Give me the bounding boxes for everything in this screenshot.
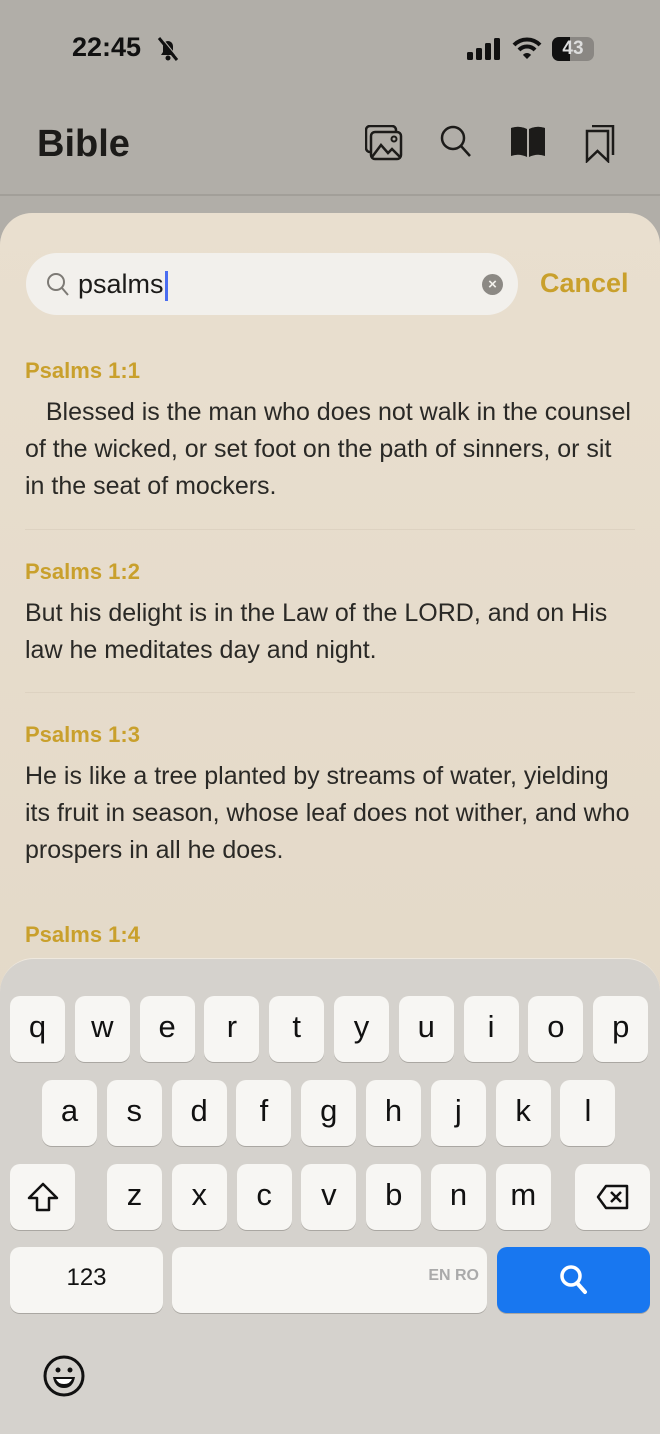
verse-reference: Psalms 1:3 <box>25 722 140 747</box>
key-o[interactable]: o <box>528 996 583 1062</box>
keyboard <box>0 958 660 1434</box>
key-c[interactable]: c <box>237 1164 292 1230</box>
shift-icon <box>27 1182 59 1212</box>
key-t[interactable]: t <box>269 996 324 1062</box>
silent-bell-icon <box>156 36 180 62</box>
signal-icon <box>467 38 501 60</box>
key-a[interactable]: a <box>42 1080 97 1146</box>
search-icon <box>46 272 70 298</box>
verse-text: But his delight is in the Law of the LORD, and on His law he meditates day and night. <box>25 599 608 664</box>
search-input[interactable] <box>26 253 518 315</box>
key-space[interactable] <box>172 1247 487 1313</box>
cancel-button[interactable]: Cancel <box>540 268 629 298</box>
backspace-icon <box>596 1184 630 1210</box>
key-numbers[interactable]: 123 <box>10 1247 163 1313</box>
divider <box>25 692 635 693</box>
verse-reference: Psalms 1:2 <box>25 559 140 584</box>
nav-header <box>0 95 660 196</box>
key-j[interactable]: j <box>431 1080 486 1146</box>
result-item[interactable] <box>25 358 635 505</box>
key-x[interactable]: x <box>172 1164 227 1230</box>
search-icon[interactable] <box>440 125 472 159</box>
key-n[interactable]: n <box>431 1164 486 1230</box>
result-item[interactable] <box>25 722 635 869</box>
search-icon <box>559 1264 589 1296</box>
verse-text: Blessed is the man who does not walk in the counsel of the wicked, or set foot on the path of sinners, or sit in the seat of mockers. <box>25 398 631 500</box>
book-icon[interactable] <box>510 125 546 159</box>
clear-search-button[interactable]: × <box>482 274 503 295</box>
key-p[interactable]: p <box>593 996 648 1062</box>
divider <box>25 529 635 530</box>
key-b[interactable]: b <box>366 1164 421 1230</box>
key-r[interactable]: r <box>204 996 259 1062</box>
key-k[interactable]: k <box>496 1080 551 1146</box>
page-title: Bible <box>37 123 130 165</box>
search-value: psalms <box>78 269 164 299</box>
verse-text: He is like a tree planted by streams of water, yielding its fruit in season, whose leaf does not wither, and who prospers in all he does. <box>25 762 630 864</box>
key-search[interactable] <box>497 1247 650 1313</box>
language-indicator: EN RO <box>428 1267 479 1284</box>
verse-reference: Psalms 1:4 <box>25 922 140 947</box>
text-cursor <box>165 271 168 301</box>
battery-indicator <box>552 37 594 61</box>
key-m[interactable]: m <box>496 1164 551 1230</box>
key-e[interactable]: e <box>140 996 195 1062</box>
key-l[interactable]: l <box>560 1080 615 1146</box>
key-f[interactable]: f <box>236 1080 291 1146</box>
emoji-icon[interactable] <box>43 1355 85 1397</box>
status-bar <box>0 0 660 95</box>
key-q[interactable]: q <box>10 996 65 1062</box>
key-v[interactable]: v <box>301 1164 356 1230</box>
key-backspace[interactable] <box>575 1164 650 1230</box>
battery-level: 43 <box>562 38 584 59</box>
key-g[interactable]: g <box>301 1080 356 1146</box>
status-time: 22:45 <box>72 32 142 62</box>
result-item[interactable] <box>25 922 635 958</box>
key-w[interactable]: w <box>75 996 130 1062</box>
key-d[interactable]: d <box>172 1080 227 1146</box>
verse-reference: Psalms 1:1 <box>25 358 140 383</box>
key-i[interactable]: i <box>464 996 519 1062</box>
key-z[interactable]: z <box>107 1164 162 1230</box>
result-item[interactable] <box>25 559 635 669</box>
bookmarks-icon[interactable] <box>584 125 616 163</box>
key-y[interactable]: y <box>334 996 389 1062</box>
key-h[interactable]: h <box>366 1080 421 1146</box>
key-u[interactable]: u <box>399 996 454 1062</box>
images-icon[interactable] <box>365 125 403 161</box>
key-shift[interactable] <box>10 1164 75 1230</box>
wifi-icon <box>512 36 542 60</box>
key-s[interactable]: s <box>107 1080 162 1146</box>
